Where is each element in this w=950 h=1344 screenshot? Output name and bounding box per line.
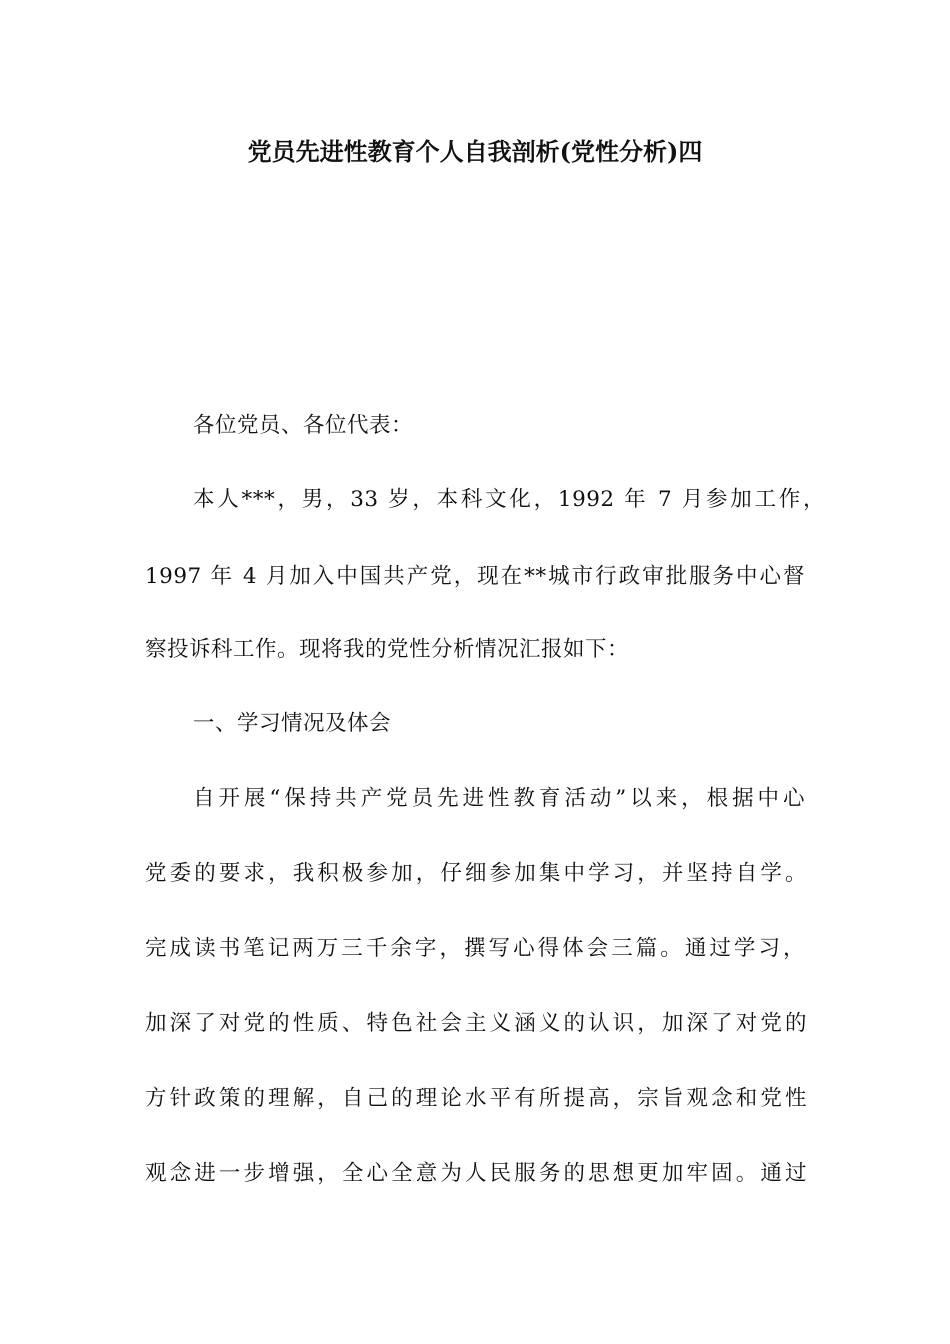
paragraph-line: 方针政策的理解，自己的理论水平有所提高，宗旨观念和党性 [145, 1086, 807, 1111]
paragraph-line: 察投诉科工作。现将我的党性分析情况汇报如下： [145, 637, 630, 662]
paragraph-line: 1997 年 4 月加入中国共产党，现在**城市行政审批服务中心督 [145, 564, 805, 589]
paragraph-line: 加深了对党的性质、特色社会主义涵义的认识，加深了对党的 [145, 1011, 807, 1036]
paragraph-line: 本人***，男，33 岁，本科文化，1992 年 7 月参加工作， [193, 487, 825, 512]
paragraph-line: 完成读书笔记两万三千余字，撰写心得体会三篇。通过学习， [145, 936, 805, 961]
paragraph-line: 党委的要求，我积极参加，仔细参加集中学习，并坚持自学。 [145, 861, 807, 886]
section-heading: 一、学习情况及体会 [193, 711, 392, 736]
paragraph-line: 观念进一步增强，全心全意为人民服务的思想更加牢固。通过 [145, 1161, 807, 1186]
document-title: 党员先进性教育个人自我剖析(党性分析)四 [247, 137, 703, 166]
salutation-line: 各位党员、各位代表： [193, 413, 414, 438]
paragraph-line: 自开展“保持共产党员先进性教育活动”以来，根据中心 [193, 786, 805, 811]
